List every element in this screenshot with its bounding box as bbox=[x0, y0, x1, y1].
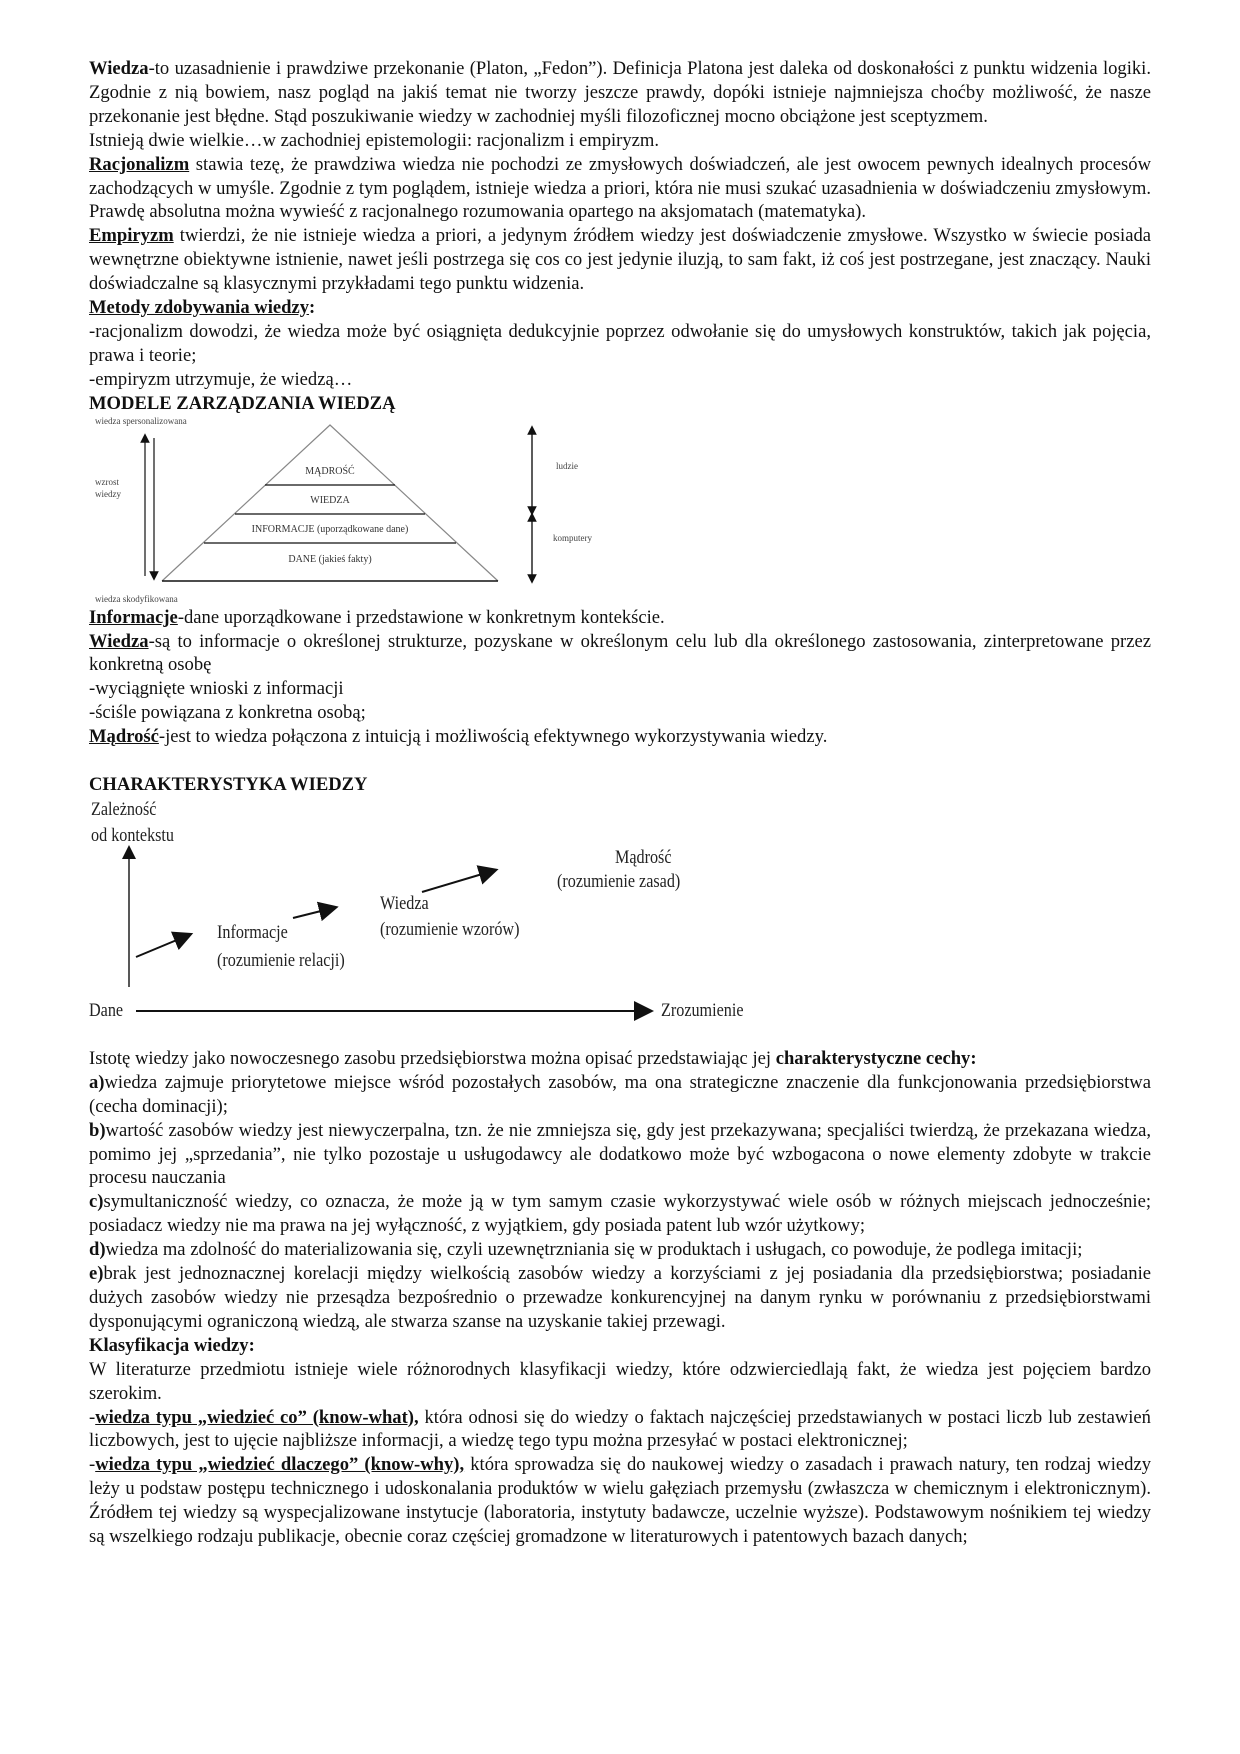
cechy-intro: Istotę wiedzy jako nowoczesnego zasobu przedsiębiorstwa można opisać przedstawiając jej charakterystyczne cechy: bbox=[89, 1047, 977, 1069]
step-informacje-desc: (rozumienie relacji) bbox=[217, 949, 345, 971]
knowledge-progression-diagram bbox=[89, 797, 1151, 1047]
step-madrosc-desc: (rozumienie zasad) bbox=[557, 870, 681, 892]
cecha-c: c)symultaniczność wiedzy, co oznacza, że może ją w tym samym czasie wykorzystywać wiele osób w różnych miejscach jednocześnie; posiadacz wiedzy nie ma prawa na jej wyłączność, z wyjątkiem, gdy posiada patent lub wzór użytkowy; bbox=[89, 1191, 1151, 1237]
pyramid-level-wiedza: WIEDZA bbox=[310, 494, 350, 506]
klasyfikacja-heading: Klasyfikacja wiedzy: bbox=[89, 1334, 255, 1356]
def-madrosc: Mądrość-jest to wiedza połączona z intuicją i możliwością efektywnego wykorzystywania wiedzy. bbox=[89, 726, 828, 748]
step-informacje-name: Informacje bbox=[217, 921, 288, 943]
racjonalizm-paragraph: Racjonalizm stawia tezę, że prawdziwa wiedza nie pochodzi ze zmysłowych doświadczeń, ale jest owocem pewnych idealnych procesów zachodzących w umyśle. Zgodnie z tym poglądem, istnieje wiedza a priori, która nie musi szukać uzasadnienia w doświadczeniu zmysłowym. Prawdę absolutna można wywieść z racjonalnego rozumowania opartego na aksjomatach (matematyka). bbox=[89, 153, 1151, 223]
y-axis-label-2: od kontekstu bbox=[91, 824, 174, 846]
klasyfikacja-know-what: -wiedza typu „wiedzieć co” (know-what), która odnosi się do wiedzy o faktach najczęściej przedstawianych w postaci liczb lub zestawień liczbowych, jest to ujęcie najbliższe informacji, a wiedzę tego typu można przesyłać w postaci elektronicznej; bbox=[89, 1406, 1151, 1452]
pyramid-graphic bbox=[89, 416, 1151, 606]
step-wiedza-desc: (rozumienie wzorów) bbox=[380, 918, 520, 940]
pyramid-level-madrosc: MĄDROŚĆ bbox=[305, 465, 355, 477]
metody-item-2: -empiryzm utrzymuje, że wiedzą… bbox=[89, 368, 353, 390]
label-komputery: komputery bbox=[553, 532, 592, 543]
def-informacje: Informacje-dane uporządkowane i przedstawione w konkretnym kontekście. bbox=[89, 606, 665, 628]
term-empiryzm: Empiryzm bbox=[89, 225, 174, 247]
intro-paragraph: Wiedza-to uzasadnienie i prawdziwe przekonanie (Platon, „Fedon”). Definicja Platona jest daleka od doskonałości z punktu widzenia logiki. Zgodnie z nią bowiem, nasz pogląd na jakiś temat nie tworzy jeszcze prawdy, dopóki istnieje najmniejsza choćby możliwość, że nasze przekonanie jest błędne. Stąd poszukiwanie wiedzy w zachodniej myśli filozoficznej mocno obciążone jest sceptyzmem. bbox=[89, 58, 1151, 127]
pyramid-level-dane: DANE (jakieś fakty) bbox=[288, 553, 372, 565]
metody-heading: Metody zdobywania wiedzy: bbox=[89, 297, 316, 319]
y-axis-label-1: Zależność bbox=[91, 798, 157, 820]
def-wiedza-item-2: -ściśle powiązana z konkretna osobą; bbox=[89, 702, 366, 724]
label-wiedzy: wiedzy bbox=[95, 488, 121, 499]
pyramid-level-informacje: INFORMACJE (uporządkowane dane) bbox=[251, 523, 409, 535]
term-wiedza: Wiedza bbox=[89, 58, 149, 79]
modele-heading: MODELE ZARZĄDZANIA WIEDZĄ bbox=[89, 392, 396, 414]
klasyfikacja-intro: W literaturze przedmiotu istnieje wiele różnorodnych klasyfikacji wiedzy, które odzwierciedlają fakt, że wiedza jest pojęciem bardzo szerokim. bbox=[89, 1358, 1151, 1404]
x-axis-label: Zrozumienie bbox=[661, 999, 744, 1021]
klasyfikacja-know-why: -wiedza typu „wiedzieć dlaczego” (know-why), która sprowadza się do naukowej wiedzy o zasadach i prawach natury, ten rodzaj wiedzy leży u podstaw postępu technicznego i udoskonalania produktów w wielu gałęziach przemysłu (zwłaszcza w chemicznym i elektronicznym). Źródłem tej wiedzy są wyspecjalizowane instytucje (laboratoria, instytuty badawcze, uczelnie wyższe). Podstawowym nośnikiem tej wiedzy są wszelkiego rodzaju publikacje, obecnie coraz częściej gromadzone w literaturowych i patentowych bazach danych; bbox=[89, 1454, 1151, 1548]
knowledge-pyramid-diagram bbox=[89, 416, 1151, 606]
metody-item-1: -racjonalizm dowodzi, że wiedza może być osiągnięta dedukcyjnie poprzez odwołanie się do umysłowych konstruktów, takich jak pojęcia, prawa i teorie; bbox=[89, 320, 1151, 366]
cecha-a: a)wiedza zajmuje priorytetowe miejsce wśród pozostałych zasobów, ma ona strategiczne znaczenie dla funkcjonowania przedsiębiorstwa (cecha dominacji); bbox=[89, 1071, 1151, 1117]
label-wzrost: wzrost bbox=[95, 476, 119, 487]
empiryzm-paragraph: Empiryzm twierdzi, że nie istnieje wiedza a priori, a jedynym źródłem wiedzy jest doświadczenie zmysłowe. Wszystko w świecie posiada wewnętrzne obiektywne istnienie, nawet jeśli postrzega się cos co jest jedynie iluzją, to sam fakt, iż coś jest postrzegane, jest znaczący. Nauki doświadczalne są klasycznymi przykładami tego punktu widzenia. bbox=[89, 225, 1151, 295]
label-ludzie: ludzie bbox=[556, 460, 578, 471]
cecha-d: d)wiedza ma zdolność do materializowania się, czyli uzewnętrzniania się w produktach i usługach, co powoduje, że podlega imitacji; bbox=[89, 1239, 1083, 1261]
cecha-e: e)brak jest jednoznacznej korelacji między wielkością zasobów wiedzy a korzyściami z jej posiadania dla przedsiębiorstwa; posiadanie dużych zasobów wiedzy nie przesądza bezpośrednio o przewadze konkurencyjnej na danym rynku w porównaniu z przedsiębiorstwami dysponującymi ograniczoną wiedzą, ale stwarza szanse na uzyskanie takiej przewagi. bbox=[89, 1263, 1151, 1332]
label-wiedza-skodyfikowana: wiedza skodyfikowana bbox=[95, 593, 178, 604]
step-wiedza-name: Wiedza bbox=[380, 892, 429, 914]
intro-line2: Istnieją dwie wielkie…w zachodniej epistemologii: racjonalizm i empiryzm. bbox=[89, 129, 660, 151]
def-wiedza-item-1: -wyciągnięte wnioski z informacji bbox=[89, 678, 344, 700]
document-page bbox=[89, 57, 1151, 1549]
charakterystyka-heading: CHARAKTERYSTYKA WIEDZY bbox=[89, 774, 368, 796]
cecha-b: b)wartość zasobów wiedzy jest niewyczerpalna, tzn. że nie zmniejsza się, gdy jest przekazywana; specjaliści twierdzą, że przekazana wiedza, pomimo jej „sprzedania”, nie tylko pozostaje u usługodawcy ale dodatkowo może być wzbogacona o nowe elementy zdobyte w trakcie procesu nauczania bbox=[89, 1119, 1151, 1189]
def-wiedza: Wiedza-są to informacje o określonej strukturze, pozyskane w określonym celu lub dla określonego zastosowania, zinterpretowane przez konkretną osobę bbox=[89, 630, 1151, 676]
step-madrosc-name: Mądrość bbox=[615, 846, 672, 868]
origin-label-dane: Dane bbox=[89, 999, 124, 1021]
term-racjonalizm: Racjonalizm bbox=[89, 153, 190, 175]
label-wiedza-spersonalizowana: wiedza spersonalizowana bbox=[95, 415, 187, 426]
